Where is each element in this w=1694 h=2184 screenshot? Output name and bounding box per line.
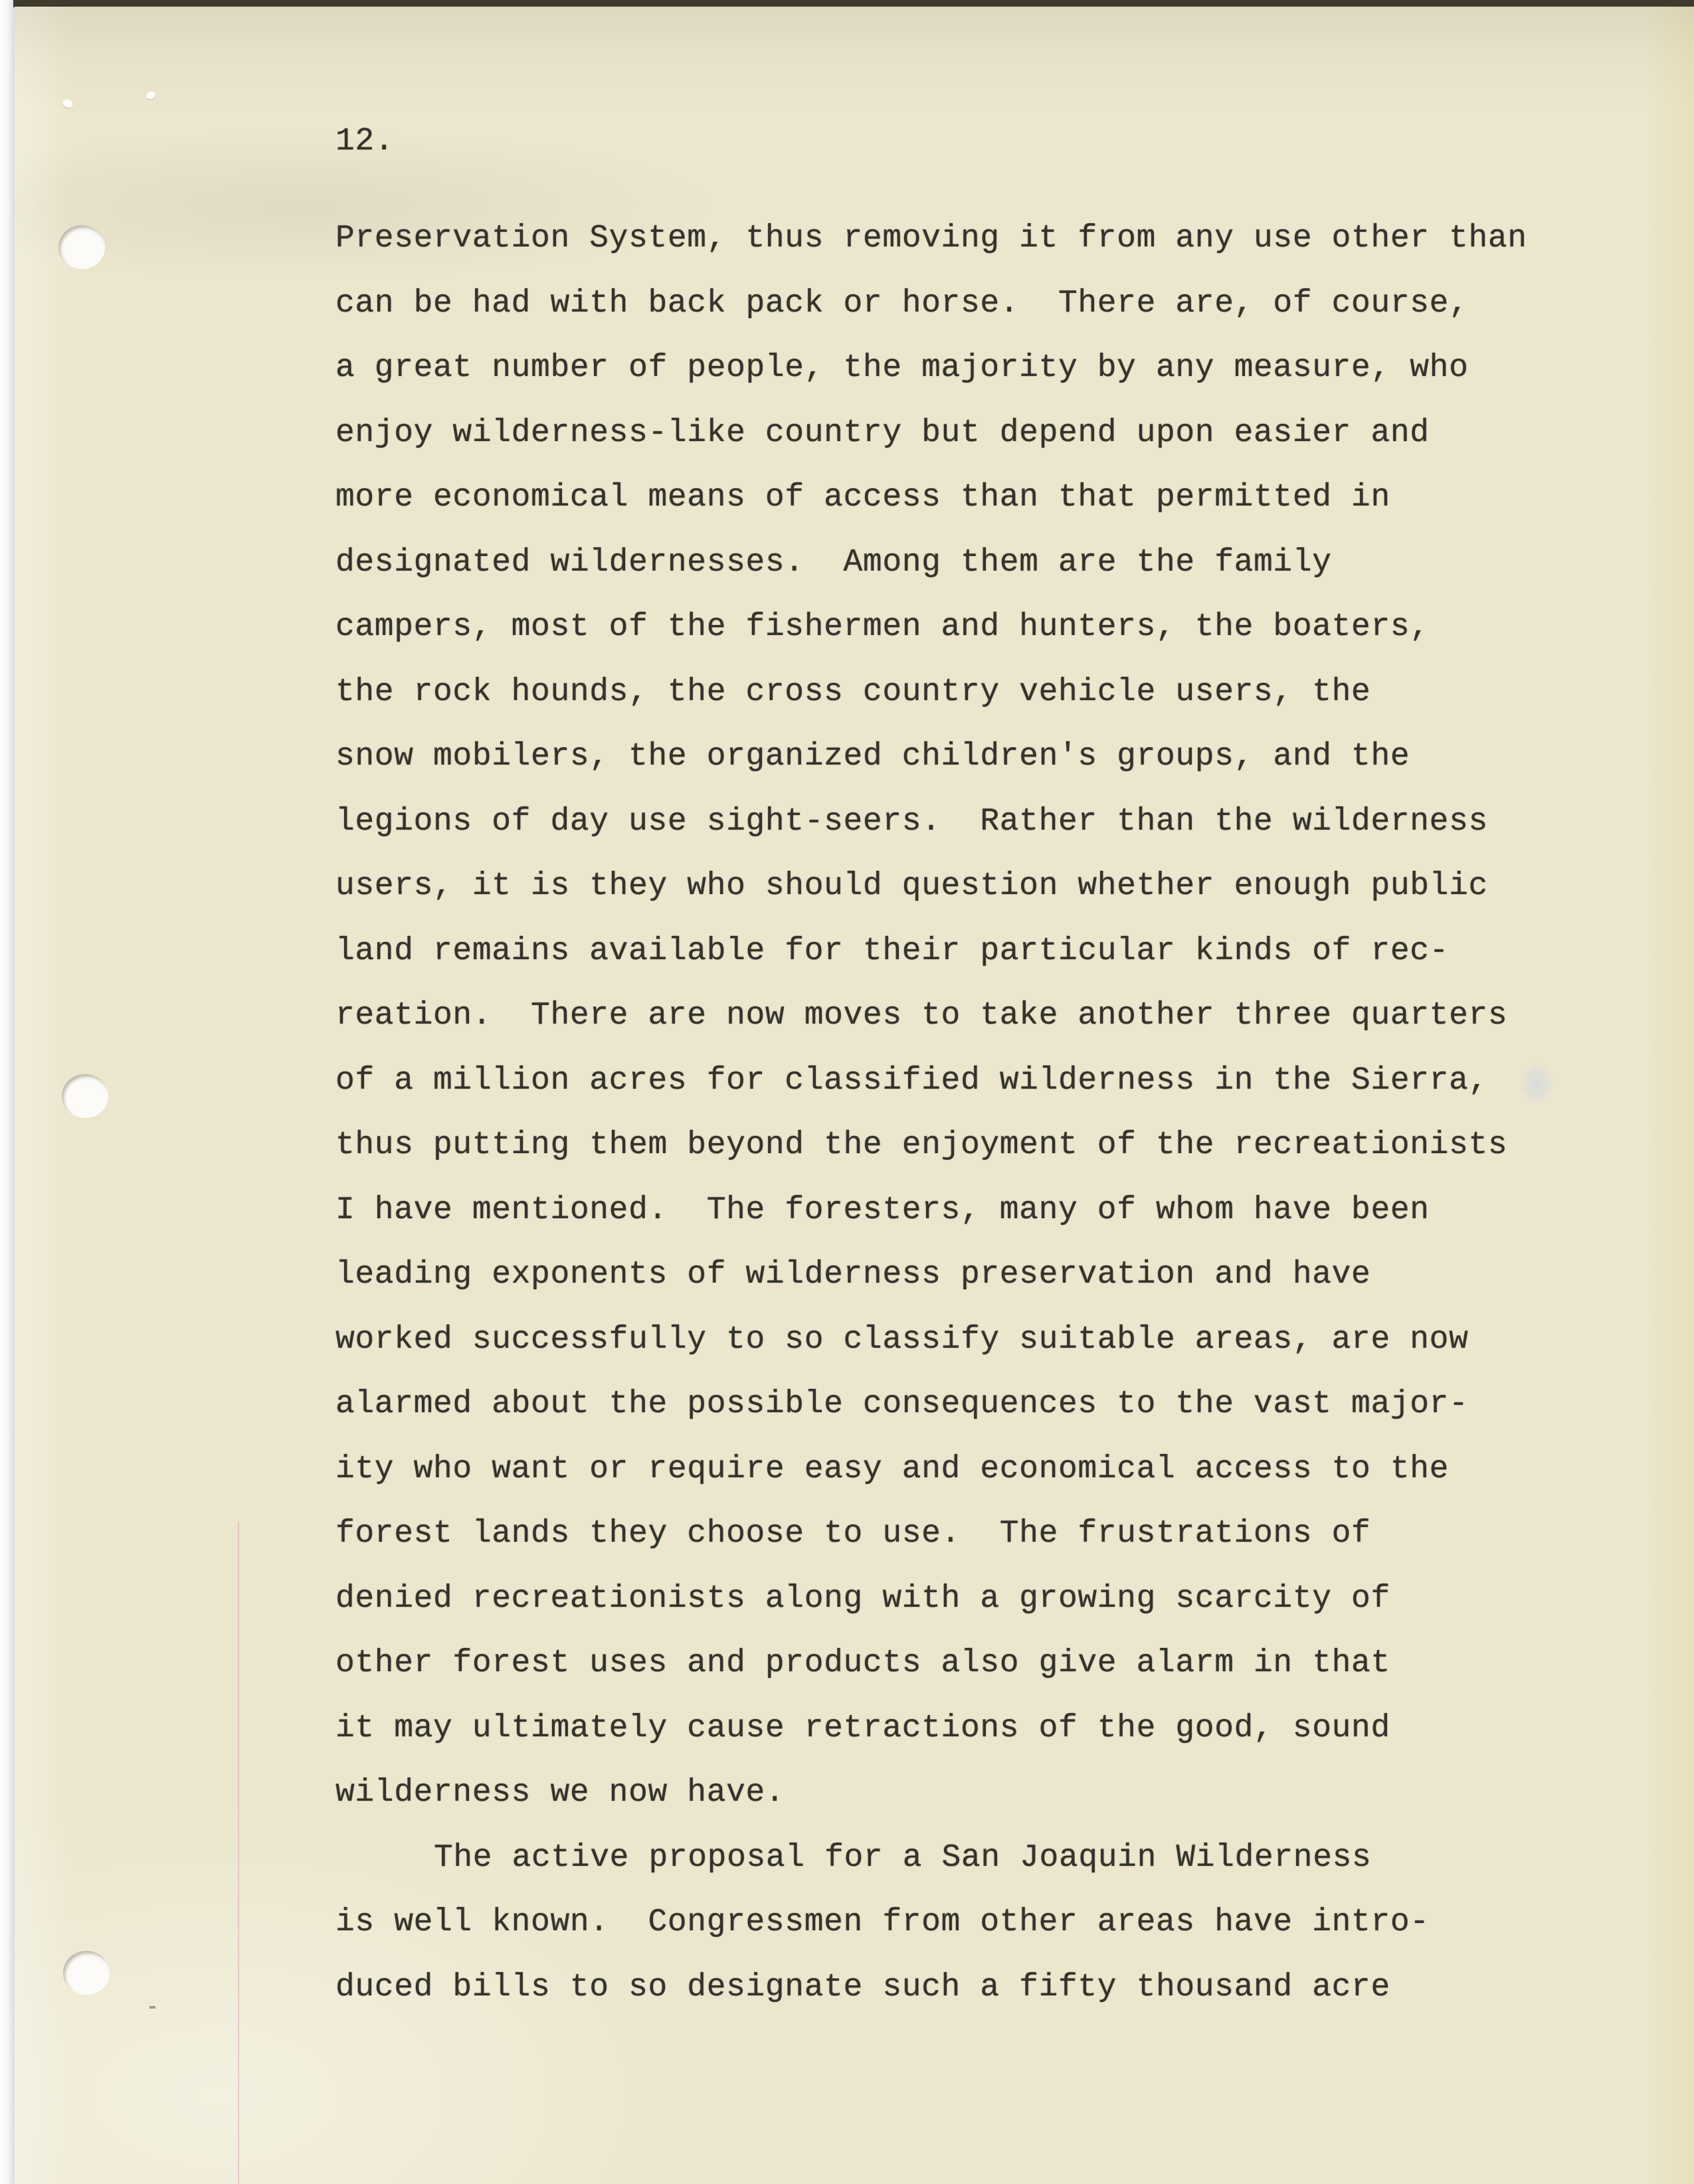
typed-line: denied recreationists along with a growing scarcity of [335, 1580, 1390, 1617]
typed-line: wilderness we now have. [335, 1775, 785, 1811]
typed-line: Preservation System, thus removing it from any use other than [335, 221, 1527, 256]
page-number: 12. [335, 124, 395, 159]
typed-line: ity who want or require easy and economical access to the [335, 1451, 1450, 1487]
typed-line: enjoy wilderness-like country but depend upon easier and [335, 414, 1430, 451]
hole-punch-bottom [63, 1951, 110, 1995]
paper-speck [149, 2006, 155, 2009]
typed-line: users, it is they who should question whether enough public [335, 868, 1488, 904]
typed-line: of a million acres for classified wilderness in the Sierra, [335, 1062, 1488, 1099]
typed-line: is well known. Congressmen from other areas have intro- [335, 1904, 1430, 1940]
typed-line: can be had with back pack or horse. There are, of course, [335, 285, 1469, 321]
typed-line: a great number of people, the majority by any measure, who [335, 350, 1469, 386]
paper-dent [61, 98, 74, 110]
scan-artifact-line [238, 1521, 239, 2184]
paper-dent [145, 90, 156, 100]
typed-line: other forest uses and products also give alarm in that [335, 1645, 1390, 1681]
typed-line: I have mentioned. The foresters, many of whom have been [335, 1192, 1430, 1228]
typed-line: thus putting them beyond the enjoyment of the recreationists [335, 1127, 1508, 1163]
typed-line: land remains available for their particular kinds of rec- [335, 933, 1450, 969]
typed-line: snow mobilers, the organized children's groups, and the [335, 739, 1410, 774]
typed-line: worked successfully to so classify suitable areas, are now [335, 1321, 1469, 1358]
correction-smudge [1521, 1064, 1552, 1103]
typed-line: campers, most of the fishermen and hunters, the boaters, [335, 609, 1430, 645]
typed-line: The active proposal for a San Joaquin Wilderness [434, 1839, 1372, 1876]
paper-sheet [15, 7, 1694, 2184]
typed-text-body [335, 207, 1651, 2020]
typed-line: it may ultimately cause retractions of the good, sound [335, 1710, 1390, 1746]
typed-line: legions of day use sight-seers. Rather than the wilderness [335, 803, 1488, 840]
typed-line: designated wildernesses. Among them are the family [335, 544, 1332, 581]
typed-line: forest lands they choose to use. The frustrations of [335, 1516, 1371, 1552]
typed-line: more economical means of access than that permitted in [335, 480, 1390, 515]
typed-line: alarmed about the possible consequences to the vast major- [335, 1386, 1469, 1422]
typed-line: reation. There are now moves to take another three quarters [335, 998, 1508, 1034]
typed-line: the rock hounds, the cross country vehicle users, the [335, 674, 1371, 710]
typed-line: leading exponents of wilderness preservation and have [335, 1257, 1371, 1293]
typed-line: duced bills to so designate such a fifty thousand acre [335, 1969, 1390, 2005]
hole-punch-top [58, 225, 105, 269]
scanner-background-strip [0, 0, 16, 2184]
hole-punch-middle [62, 1074, 108, 1118]
